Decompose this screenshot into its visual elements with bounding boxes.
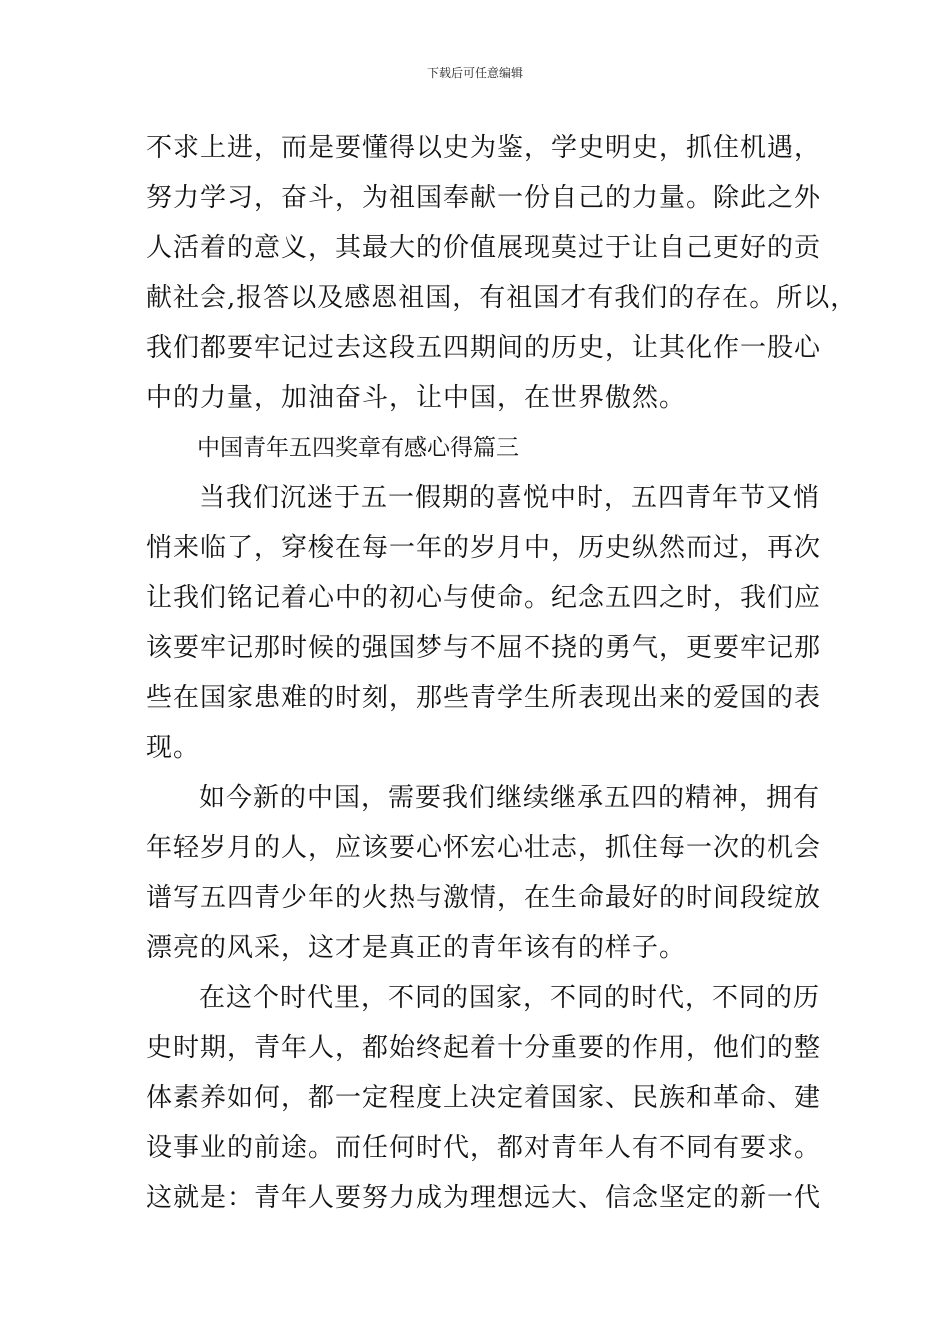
body-line: 体素养如何，都一定程度上决定着国家、民族和革命、建 [146,1083,822,1113]
body-line: 这就是：青年人要努力成为理想远大、信念坚定的新一代 [146,1183,822,1213]
body-line: 在这个时代里，不同的国家，不同的时代，不同的历 [199,983,821,1013]
page-header: 下载后可任意编辑 [426,66,523,80]
body-line: 如今新的中国，需要我们继续继承五四的精神，拥有 [199,783,821,813]
body-line: 让我们铭记着心中的初心与使命。纪念五四之时，我们应 [146,583,822,613]
body-line: 献社会,报答以及感恩祖国，有祖国才有我们的存在。所以， [146,283,858,313]
body-line: 年轻岁月的人，应该要心怀宏心壮志，抓住每一次的机会 [146,833,822,863]
body-line: 史时期，青年人，都始终起着十分重要的作用，他们的整 [146,1033,822,1063]
body-line: 人活着的意义，其最大的价值展现莫过于让自己更好的贡 [146,233,822,263]
body-line: 漂亮的风采，这才是真正的青年该有的样子。 [146,933,687,963]
body-line: 中的力量，加油奋斗，让中国，在世界傲然。 [146,383,687,413]
body-line: 设事业的前途。而任何时代，都对青年人有不同有要求。 [146,1133,822,1163]
body-line: 谱写五四青少年的火热与激情，在生命最好的时间段绽放 [146,883,822,913]
body-line: 我们都要牢记过去这段五四期间的历史，让其化作一股心 [146,333,822,363]
body-line: 努力学习，奋斗，为祖国奉献一份自己的力量。除此之外 [146,183,822,213]
body-line: 悄来临了，穿梭在每一年的岁月中，历史纵然而过，再次 [146,533,822,563]
section-heading: 中国青年五四奖章有感心得篇三 [197,435,519,461]
body-line: 些在国家患难的时刻，那些青学生所表现出来的爱国的表 [146,683,822,713]
body-line: 现。 [146,733,201,763]
body-line: 不求上进，而是要懂得以史为鉴，学史明史，抓住机遇， [146,133,822,163]
body-line: 该要牢记那时候的强国梦与不屈不挠的勇气，更要牢记那 [146,633,822,663]
body-line: 当我们沉迷于五一假期的喜悦中时，五四青年节又悄 [199,483,821,513]
